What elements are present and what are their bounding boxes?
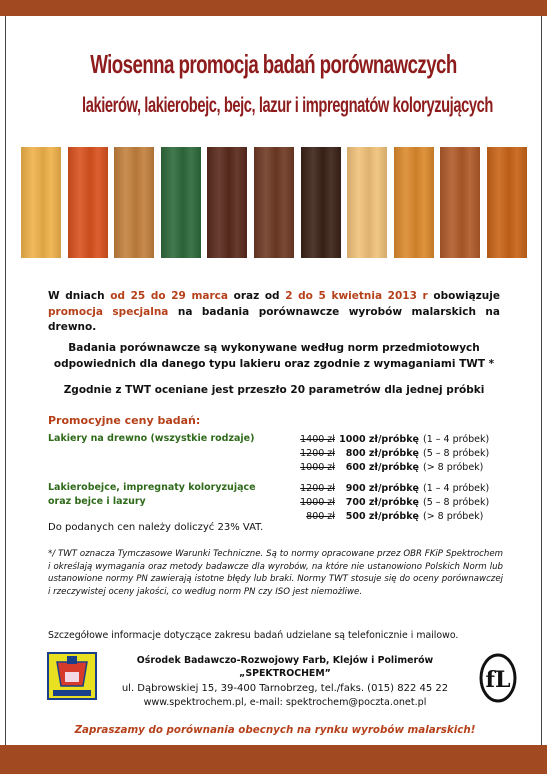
wood-swatch xyxy=(68,147,108,258)
closing-invitation: Zapraszamy do porównania obecnych na rynku wyrobów malarskich! xyxy=(74,724,476,736)
page-subtitle: lakierów, lakierobejc, bejc, lazur i impregnatów koloryzujących xyxy=(82,94,493,117)
twt-footnote: */ TWT oznacza Tymczasowe Warunki Techniczne. Są to normy opracowane przez OBR FKiP Spektrochem i określają wymagania oraz metody badawcze dla wyrobów, na które nie ustanowiono Polskich Norm lub ustanowione normy PN zawierają istotne błędy lub braki. Normy TWT stosuje się do oceny porównawczej i rzeczywistej oceny jakości, co według norm PN czy ISO jest niemożliwe. xyxy=(48,549,503,597)
page-title: Wiosenna promocja badań porównawczych xyxy=(90,49,457,79)
spektrochem-logo-icon xyxy=(47,652,97,700)
sample-range: (> 8 próbek) xyxy=(423,511,484,522)
old-price: 1400 zł xyxy=(300,434,335,445)
price-row xyxy=(292,482,489,495)
intro-dates-2: 2 do 5 kwietnia 2013 r xyxy=(285,290,428,302)
sample-range: (> 8 próbek) xyxy=(423,462,484,473)
sample-range: (5 – 8 próbek) xyxy=(423,497,490,508)
price-category-stains-line1: Lakierobejce, impregnaty koloryzujące xyxy=(48,482,256,493)
wood-swatch xyxy=(161,147,201,258)
price-row xyxy=(292,447,489,460)
wood-swatch xyxy=(21,147,61,258)
old-price: 1200 zł xyxy=(300,483,335,494)
old-price: 1200 zł xyxy=(300,448,335,459)
wood-color-swatches xyxy=(18,147,530,258)
sample-range: (1 – 4 próbek) xyxy=(423,483,490,494)
wood-swatch xyxy=(301,147,341,258)
price-row xyxy=(292,510,483,523)
intro-text-4: na badania porównawcze wyrobów malarskich na drewno. xyxy=(48,305,500,333)
vat-note: Do podanych cen należy doliczyć 23% VAT. xyxy=(48,522,264,533)
intro-promo: promocja specjalna xyxy=(48,305,169,318)
new-price: 500 zł/próbkę xyxy=(345,511,419,522)
sample-range: (1 – 4 próbek) xyxy=(423,434,490,445)
price-row xyxy=(292,496,489,509)
parameters-paragraph: Zgodnie z TWT oceniane jest przeszło 20 parametrów dla jednej próbki xyxy=(63,384,485,396)
wood-swatch xyxy=(440,147,480,258)
new-price: 900 zł/próbkę xyxy=(345,483,419,494)
contact-info-note: Szczegółowe informacje dotyczące zakresu badań udzielane są telefonicznie i mailowo. xyxy=(48,630,459,641)
wood-swatch xyxy=(487,147,527,258)
old-price: 1000 zł xyxy=(300,497,335,508)
organization-brand: „SPEKTROCHEM” xyxy=(239,668,331,679)
fl-logo-icon xyxy=(478,652,518,704)
intro-text-1: W dniach xyxy=(48,290,111,302)
svg-text:fL: fL xyxy=(485,667,511,693)
old-price: 1000 zł xyxy=(300,462,335,473)
organization-name: Ośrodek Badawczo-Rozwojowy Farb, Klejów i Polimerów xyxy=(136,655,434,666)
standards-paragraph: Badania porównawcze są wykonywane według norm przedmiotowych odpowiednich dla danego typu lakieru oraz zgodnie z wymaganiami TWT * xyxy=(53,342,495,370)
old-price: 800 zł xyxy=(306,511,335,522)
new-price: 600 zł/próbkę xyxy=(345,462,419,473)
new-price: 1000 zł/próbkę xyxy=(339,434,419,445)
new-price: 700 zł/próbkę xyxy=(345,497,419,508)
wood-swatch xyxy=(254,147,294,258)
new-price: 800 zł/próbkę xyxy=(345,448,419,459)
wood-swatch xyxy=(347,147,387,258)
intro-text-2: oraz od xyxy=(227,290,286,302)
intro-paragraph xyxy=(48,289,500,336)
price-category-stains-line2: oraz bejce i lazury xyxy=(48,496,146,507)
sample-range: (5 – 8 próbek) xyxy=(423,448,490,459)
organization-address: ul. Dąbrowskiej 15, 39-400 Tarnobrzeg, tel./faks. (015) 822 45 22 xyxy=(121,683,449,694)
price-row xyxy=(292,433,489,446)
price-row xyxy=(292,461,483,474)
prices-heading: Promocyjne ceny badań: xyxy=(48,414,201,427)
organization-web-email: www.spektrochem.pl, e-mail: spektrochem@poczta.onet.pl xyxy=(143,697,427,708)
wood-swatch xyxy=(207,147,247,258)
intro-text-3: obowiązuje xyxy=(427,290,500,302)
wood-swatch xyxy=(114,147,154,258)
intro-dates-1: od 25 do 29 marca xyxy=(110,290,228,302)
bottom-accent-band xyxy=(0,745,547,774)
top-accent-band xyxy=(0,0,547,16)
wood-swatch xyxy=(394,147,434,258)
price-category-lacquers: Lakiery na drewno (wszystkie rodzaje) xyxy=(48,433,255,444)
